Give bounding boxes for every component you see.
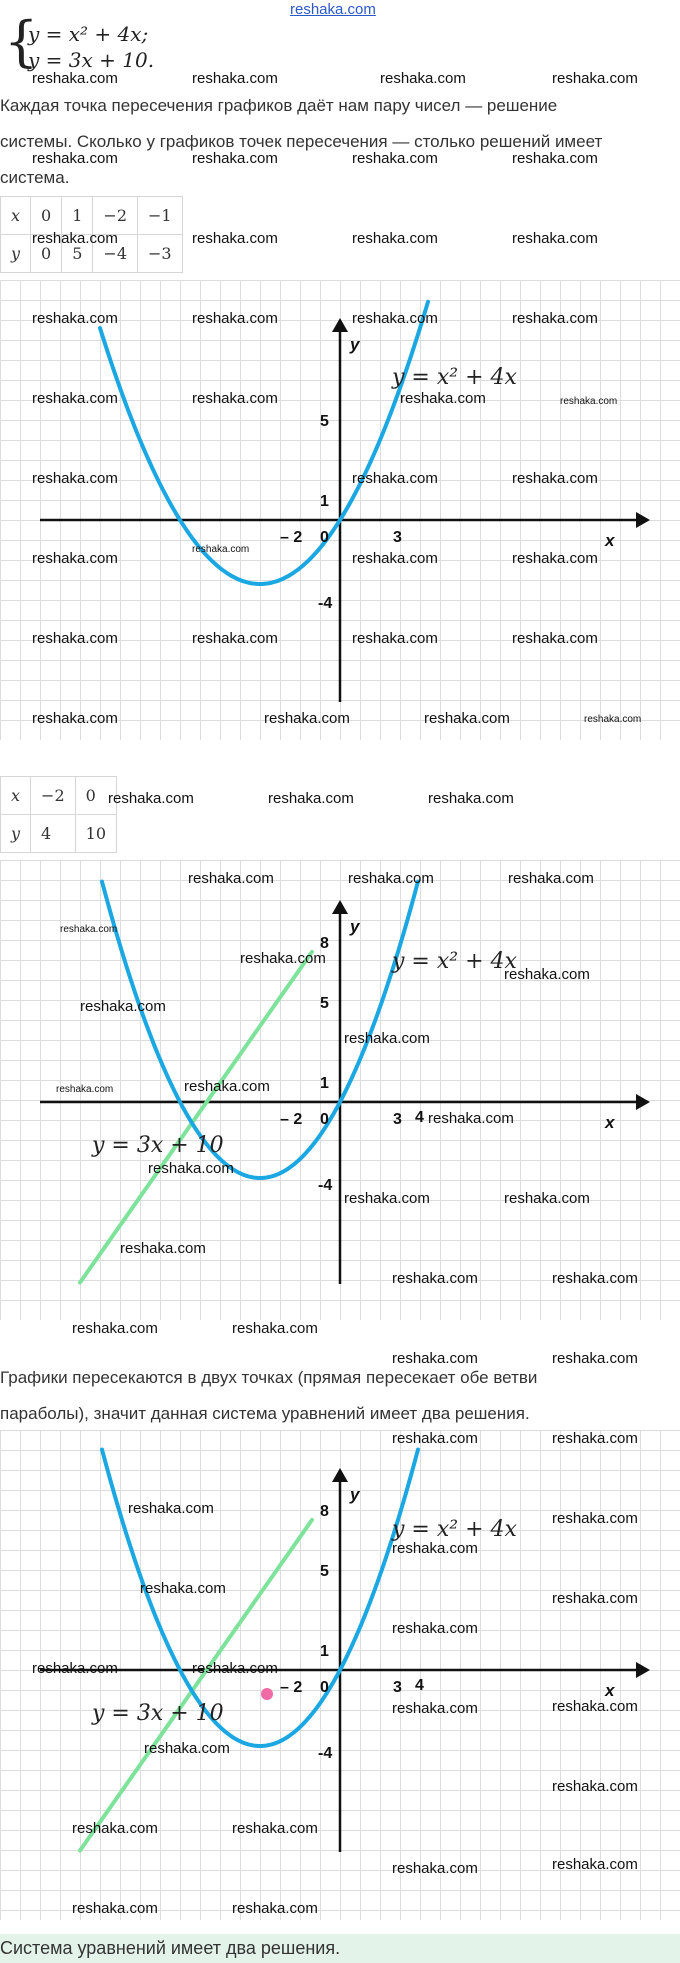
watermark: reshaka.com [428, 790, 514, 807]
watermark: reshaka.com [512, 230, 598, 247]
table-row [1, 777, 117, 815]
tick-label-neg2: – 2 [280, 1111, 303, 1128]
watermark: reshaka.com [192, 230, 278, 247]
watermark: reshaka.com [264, 710, 350, 727]
equation-2: y = 3x + 10. [28, 48, 155, 72]
tick-label-5: 5 [320, 1563, 329, 1580]
watermark: reshaka.com [72, 1820, 158, 1837]
watermark: reshaka.com [32, 550, 118, 567]
watermark: reshaka.com [72, 1900, 158, 1917]
watermark: reshaka.com [560, 396, 618, 407]
watermark: reshaka.com [148, 1160, 234, 1177]
watermark: reshaka.com [232, 1820, 318, 1837]
table-cell: x [1, 197, 31, 235]
watermark: reshaka.com [512, 630, 598, 647]
watermark: reshaka.com [400, 390, 486, 407]
watermark: reshaka.com [192, 70, 278, 87]
watermark: reshaka.com [428, 1110, 514, 1127]
watermark: reshaka.com [32, 630, 118, 647]
table-cell: −2 [93, 197, 138, 235]
origin-label: 0 [320, 1679, 329, 1696]
tick-label-5: 5 [320, 995, 329, 1012]
watermark: reshaka.com [552, 1778, 638, 1795]
tick-label-8: 8 [320, 935, 329, 952]
table-cell: 0 [75, 777, 116, 815]
watermark: reshaka.com [552, 1430, 638, 1447]
table-row [1, 197, 183, 235]
x-axis-arrow [636, 1094, 650, 1110]
watermark: reshaka.com [392, 1350, 478, 1367]
axis-x-label: x [605, 1681, 615, 1700]
watermark: reshaka.com [192, 630, 278, 647]
y-axis-arrow [332, 318, 348, 332]
watermark: reshaka.com [504, 1190, 590, 1207]
watermark: reshaka.com [140, 1580, 226, 1597]
tick-label-neg2: – 2 [280, 1679, 303, 1696]
watermark: reshaka.com [32, 470, 118, 487]
parabola-label: y = x² + 4x [392, 949, 517, 974]
watermark: reshaka.com [344, 1030, 430, 1047]
axis-x-label: x [605, 1113, 615, 1132]
axis-x-label: x [605, 531, 615, 550]
site-link[interactable]: reshaka.com [290, 1, 376, 18]
watermark: reshaka.com [32, 310, 118, 327]
watermark: reshaka.com [144, 1740, 230, 1757]
watermark: reshaka.com [352, 550, 438, 567]
watermark: reshaka.com [192, 544, 250, 555]
table-cell: y [1, 235, 31, 273]
watermark: reshaka.com [392, 1270, 478, 1287]
tick-label-neg4: -4 [318, 1177, 333, 1194]
watermark: reshaka.com [392, 1430, 478, 1447]
watermark: reshaka.com [60, 924, 118, 935]
watermark: reshaka.com [352, 310, 438, 327]
watermark: reshaka.com [32, 390, 118, 407]
table-row [1, 815, 117, 853]
table-cell: 0 [31, 235, 62, 273]
watermark: reshaka.com [552, 1698, 638, 1715]
watermark: reshaka.com [108, 790, 194, 807]
watermark: reshaka.com [192, 310, 278, 327]
tick-label-neg4: -4 [318, 595, 333, 612]
table-cell: −4 [93, 235, 138, 273]
watermark: reshaka.com [192, 1660, 278, 1677]
watermark: reshaka.com [56, 1084, 114, 1095]
watermark: reshaka.com [32, 70, 118, 87]
watermark: reshaka.com [232, 1900, 318, 1917]
parabola-label: y = x² + 4x [392, 1517, 517, 1542]
table-cell: 5 [62, 235, 93, 273]
values-table-2 [0, 776, 117, 853]
watermark: reshaka.com [32, 710, 118, 727]
paragraph-1-line-3: система. [0, 168, 70, 187]
watermark: reshaka.com [188, 870, 274, 887]
x-axis-arrow [636, 512, 650, 528]
watermark: reshaka.com [352, 150, 438, 167]
graph-1 [0, 280, 680, 740]
watermark: reshaka.com [392, 1540, 478, 1557]
tick-label-3: 3 [393, 1679, 402, 1696]
watermark: reshaka.com [32, 1660, 118, 1677]
intersection-point [261, 1688, 273, 1700]
watermark: reshaka.com [392, 1700, 478, 1717]
y-axis-arrow [332, 900, 348, 914]
table-cell: −1 [138, 197, 183, 235]
table-cell: 10 [75, 815, 116, 853]
watermark: reshaka.com [128, 1500, 214, 1517]
watermark: reshaka.com [584, 714, 642, 725]
table-cell: 1 [62, 197, 93, 235]
watermark: reshaka.com [240, 950, 326, 967]
tick-label-3: 3 [393, 529, 402, 546]
watermark: reshaka.com [552, 1510, 638, 1527]
tick-label-neg4: -4 [318, 1745, 333, 1762]
axis-y-label: y [350, 1485, 360, 1504]
tick-label-4: 4 [415, 1677, 424, 1694]
origin-label: 0 [320, 1111, 329, 1128]
watermark: reshaka.com [80, 998, 166, 1015]
origin-label: 0 [320, 529, 329, 546]
watermark: reshaka.com [192, 390, 278, 407]
watermark: reshaka.com [32, 230, 118, 247]
tick-label-1: 1 [320, 1643, 329, 1660]
parabola-curve [100, 302, 428, 584]
watermark: reshaka.com [512, 310, 598, 327]
paragraph-2-line-2: параболы), значит данная система уравнений имеет два решения. [0, 1404, 530, 1423]
tick-label-4: 4 [415, 1109, 424, 1126]
watermark: reshaka.com [268, 790, 354, 807]
watermark: reshaka.com [352, 630, 438, 647]
tick-label-1: 1 [320, 1075, 329, 1092]
paragraph-2-line-1: Графики пересекаются в двух точках (прямая пересекает обе ветви [0, 1368, 538, 1387]
final-answer-banner [0, 1934, 680, 1963]
watermark: reshaka.com [512, 150, 598, 167]
line-label: y = 3x + 10 [92, 1701, 224, 1726]
paragraph-1-line-2: системы. Сколько у графиков точек пересечения — столько решений имеет [0, 132, 603, 151]
watermark: reshaka.com [552, 1856, 638, 1873]
tick-label-neg2: – 2 [280, 529, 303, 546]
watermark: reshaka.com [392, 1620, 478, 1637]
watermark: reshaka.com [348, 870, 434, 887]
table-cell: x [1, 777, 31, 815]
watermark: reshaka.com [552, 70, 638, 87]
watermark: reshaka.com [232, 1320, 318, 1337]
watermark: reshaka.com [344, 1190, 430, 1207]
table-cell: −2 [31, 777, 76, 815]
paragraph-1-line-1: Каждая точка пересечения графиков даёт нам пару чисел — решение [0, 96, 558, 115]
axis-y-label: y [350, 335, 360, 354]
tick-label-8: 8 [320, 1503, 329, 1520]
watermark: reshaka.com [352, 470, 438, 487]
watermark: reshaka.com [352, 230, 438, 247]
watermark: reshaka.com [424, 710, 510, 727]
table-cell: 0 [31, 197, 62, 235]
table-cell: 4 [31, 815, 76, 853]
axis-y-label: y [350, 917, 360, 936]
watermark: reshaka.com [552, 1590, 638, 1607]
watermark: reshaka.com [72, 1320, 158, 1337]
watermark: reshaka.com [552, 1270, 638, 1287]
line-label: y = 3x + 10 [92, 1133, 224, 1158]
watermark: reshaka.com [552, 1350, 638, 1367]
equation-system [4, 10, 204, 76]
line-graph [80, 1520, 312, 1851]
table-cell: −3 [138, 235, 183, 273]
watermark: reshaka.com [512, 470, 598, 487]
watermark: reshaka.com [380, 70, 466, 87]
table-cell: y [1, 815, 31, 853]
watermark: reshaka.com [184, 1078, 270, 1095]
watermark: reshaka.com [504, 966, 590, 983]
parabola-label: y = x² + 4x [392, 365, 517, 390]
watermark: reshaka.com [120, 1240, 206, 1257]
tick-label-5: 5 [320, 413, 329, 430]
tick-label-3: 3 [393, 1111, 402, 1128]
x-axis-arrow [636, 1662, 650, 1678]
final-answer-text: Система уравнений имеет два решения. [0, 1938, 341, 1958]
tick-label-1: 1 [320, 493, 329, 510]
y-axis-arrow [332, 1468, 348, 1482]
watermark: reshaka.com [508, 870, 594, 887]
equation-1: y = x² + 4x; [28, 22, 149, 46]
watermark: reshaka.com [192, 150, 278, 167]
brace-glyph: { [4, 10, 39, 73]
watermark: reshaka.com [512, 550, 598, 567]
watermark: reshaka.com [392, 1860, 478, 1877]
watermark: reshaka.com [32, 150, 118, 167]
